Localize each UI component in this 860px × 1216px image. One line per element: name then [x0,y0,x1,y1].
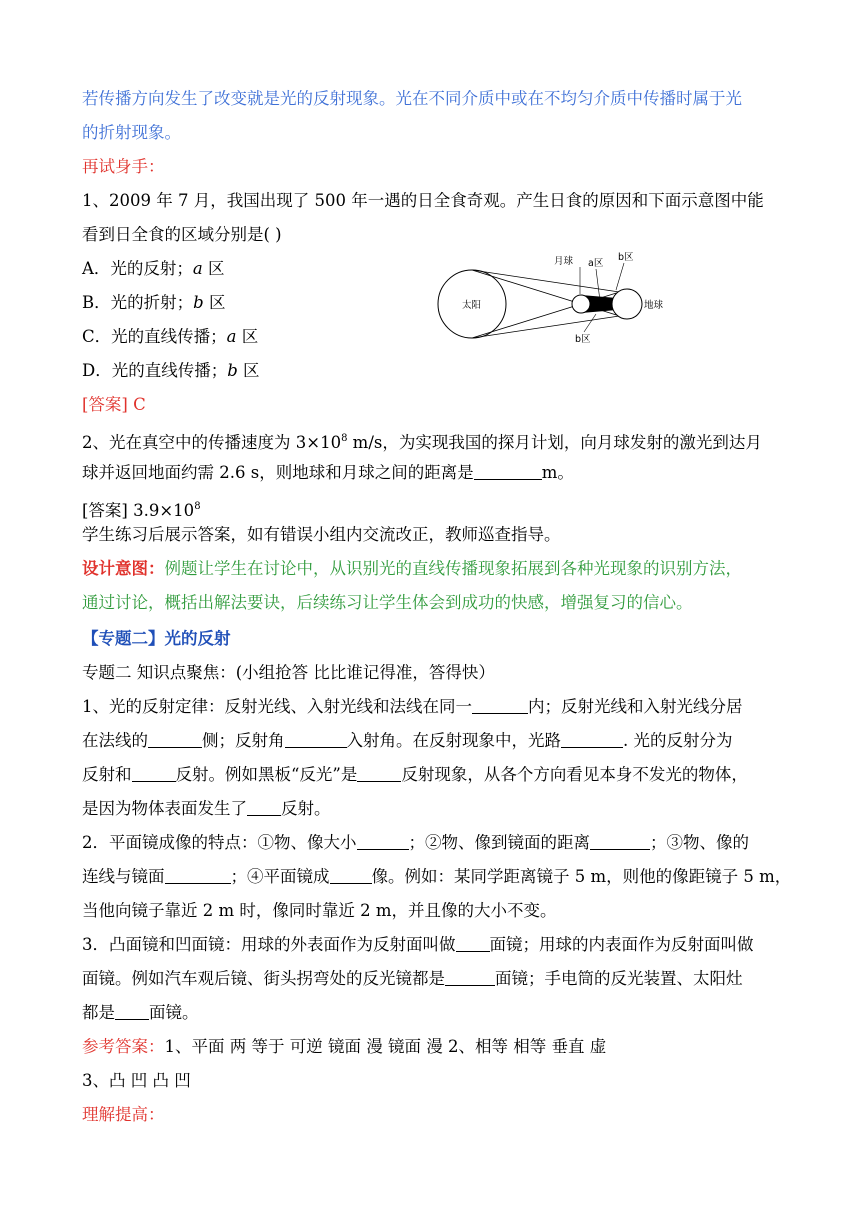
k1-line-4 [82,798,331,820]
answer-blank [590,833,650,850]
q2-exponent: 8 [341,433,348,444]
answer-blank [148,731,202,748]
b-zone-bottom-label: b区 [575,334,591,345]
q2-text: 2、光在真空中的传播速度为 3×10 [82,433,342,452]
q2-answer-exponent: 8 [194,501,201,512]
moon-label: 月球 [554,256,574,267]
k2-text: ；④平面镜成 [230,867,330,886]
k1-text: 是因为物体表面发生了 [82,799,247,818]
q1-answer: [答案] C [82,395,146,414]
k1-line-3 [82,764,748,786]
k3-line-3 [82,1002,199,1024]
answer-blank [445,969,495,986]
answer-blank [561,731,623,748]
ref-answers-text: 1、平面 两 等于 可逆 镜面 漫 镜面 漫 2、相等 相等 垂直 虚 [164,1037,607,1056]
answer-blank [132,765,176,782]
option-d-suffix: 区 [237,361,260,380]
b-zone-bottom-pointer [584,314,596,332]
option-c-text: C．光的直线传播； [82,327,227,346]
option-a-suffix: 区 [202,259,225,278]
design-intent-line-1 [82,558,742,580]
q1-option-d [82,360,260,382]
a-zone-label: a区 [588,258,604,269]
q2-answer [82,496,201,522]
sun-label: 太阳 [462,300,482,311]
q1-option-b [82,292,225,314]
ref-answers-line-1 [82,1036,606,1058]
retry-heading: 再试身手： [82,157,165,176]
k1-text: 反射。 [281,799,331,818]
k1-line-1 [82,696,743,718]
k2-text: 连线与镜面 [82,867,165,886]
answer-blank [456,935,490,952]
k1-text: 在法线的 [82,731,148,750]
eclipse-diagram [430,246,664,346]
q1-option-c [82,326,258,348]
option-b-suffix: 区 [203,293,226,312]
k3-text: 面镜。 [149,1003,199,1022]
k3-text: 都是 [82,1003,115,1022]
q2-unit: m。 [541,463,574,482]
design-intent-text: 例题让学生在讨论中，从识别光的直线传播现象拓展到各种光现象的识别方法， [164,559,742,578]
q1-line-2: 看到日全食的区域分别是( ) [82,225,282,244]
k2-text: ；②物、像到镜面的距离 [408,833,590,852]
option-a-var: a [192,259,203,278]
ref-answers-label: 参考答案： [82,1037,165,1056]
design-intent-label: 设计意图： [82,559,165,578]
k1-text: 侧；反射角 [202,731,285,750]
k2-text: 2．平面镜成像的特点：①物、像大小 [82,833,357,852]
k2-line-1 [82,832,749,854]
topic2-subtitle: 专题二 知识点聚焦：(小组抢答 比比谁记得准，答得快） [82,663,495,682]
option-c-suffix: 区 [236,327,259,346]
topic2-heading: 【专题二】光的反射 [82,629,231,648]
design-intent-line-2: 通过讨论，概括出解法要诀，后续练习让学生体会到成功的快感，增强复习的信心。 [82,593,693,612]
k1-text: 反射现象，从各个方向看见本身不发光的物体， [401,765,748,784]
answer-blank [165,867,231,884]
q2-text: 球并返回地面约需 2.6 s，则地球和月球之间的距离是 [82,463,474,482]
q2-answer-text: [答案] 3.9×10 [82,501,195,520]
answer-blank [357,765,401,782]
k2-line-3: 当他向镜子靠近 2 m 时，像同时靠近 2 m，并且像的大小不变。 [82,901,557,920]
q2-text-cont: m/s，为实现我国的探月计划，向月球发射的激光到达月 [347,433,762,452]
b-zone-top-label: b区 [618,252,634,263]
q1-line-1: 1、2009 年 7 月，我国出现了 500 年一遇的日全食奇观。产生日食的原因和下面示意图中能 [82,191,764,210]
a-zone-pointer [596,269,600,301]
answer-blank [247,799,281,816]
k1-text: 内；反射光线和入射光线分居 [528,697,743,716]
practice-note: 学生练习后展示答案，如有错误小组内交流改正，教师巡查指导。 [82,525,561,544]
k1-text: 反射。例如黑板“反光”是 [175,765,358,784]
k2-text: 像。例如：某同学距离镜子 5 m，则他的像距镜子 5 m， [371,867,792,886]
q2-line-1 [82,428,762,454]
intro-line-2: 的折射现象。 [82,123,181,142]
answer-blank [330,867,372,884]
option-b-text: B．光的折射； [82,293,194,312]
ref-answers-line-2: 3、凸 凹 凸 凹 [82,1071,191,1090]
earth-label: 地球 [644,300,664,311]
answer-blank [285,731,347,748]
q2-line-2 [82,462,574,484]
q1-option-a [82,258,225,280]
k3-text: 面镜；用球的内表面作为反射面叫做 [489,935,754,954]
k2-line-2 [82,866,791,888]
option-c-var: a [226,327,237,346]
intro-line-1: 若传播方向发生了改变就是光的反射现象。光在不同介质中或在不均匀介质中传播时属于光 [82,89,742,108]
k3-text: 面镜。例如汽车观后镜、街头拐弯处的反光镜都是 [82,969,445,988]
k3-line-1 [82,934,754,956]
option-d-text: D．光的直线传播； [82,361,228,380]
option-d-var: b [227,361,238,380]
moon-circle [572,295,590,313]
answer-blank [115,1003,149,1020]
answer-blank [474,463,542,480]
k3-line-2 [82,968,743,990]
earth-circle [612,289,642,319]
answer-blank [357,833,409,850]
option-b-var: b [193,293,204,312]
improve-heading: 理解提高： [82,1105,165,1124]
k1-line-2 [82,730,733,752]
k1-text: . 光的反射分为 [623,731,733,750]
option-a-text: A．光的反射； [82,259,193,278]
answer-blank [472,697,528,714]
b-zone-top-pointer [616,263,624,290]
k1-text: 1、光的反射定律：反射光线、入射光线和法线在同一 [82,697,472,716]
k1-text: 反射和 [82,765,132,784]
k2-text: ；③物、像的 [650,833,749,852]
k1-text: 入射角。在反射现象中，光路 [346,731,561,750]
k3-text: 面镜；手电筒的反光装置、太阳灶 [495,969,743,988]
k3-text: 3．凸面镜和凹面镜：用球的外表面作为反射面叫做 [82,935,456,954]
